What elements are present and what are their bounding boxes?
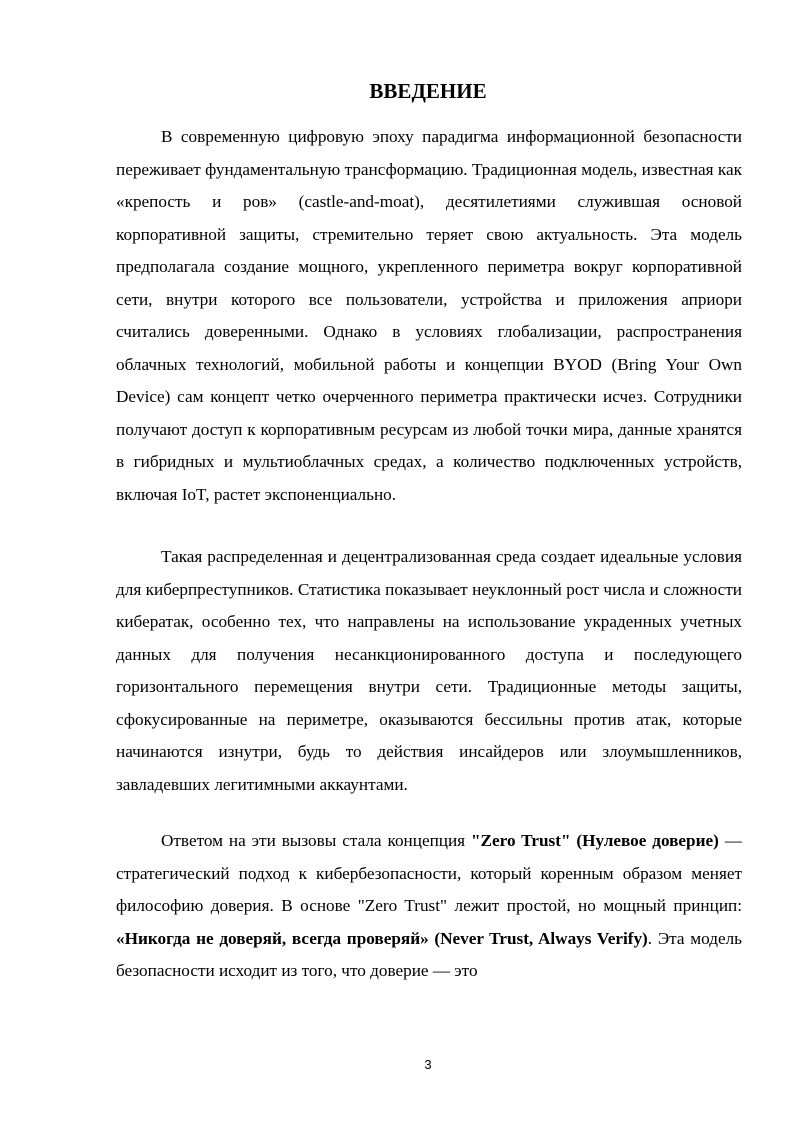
- paragraph-spacer: [116, 801, 742, 825]
- paragraph-3: [116, 825, 742, 988]
- paragraph-1: В современную цифровую эпоху парадигма информационной безопасности переживает фундаментальную трансформацию. Традиционная модель, известная как «крепость и ров» (castle-and-moat), десятилетиями служившая основой корпоративной защиты, стремительно теряет свою актуальность. Эта модель предполагала создание мощного, укрепленного периметра вокруг корпоративной сети, внутри которого все пользователи, устройства и приложения априори считались доверенными. Однако в условиях глобализации, распространения облачных технологий, мобильной работы и концепции BYOD (Bring Your Own Device) сам концепт четко очерченного периметра практически исчез. Сотрудники получают доступ к корпоративным ресурсам из любой точки мира, данные хранятся в гибридных и мультиоблачных средах, а количество подключенных устройств, включая IoT, растет экспоненциально.: [116, 127, 742, 504]
- paragraph-3-text-c: . Эта модель безопасности исходит из того, что доверие — это: [116, 928, 742, 980]
- body-text: [116, 121, 742, 988]
- page-title: ВВЕДЕНИЕ: [369, 79, 487, 103]
- zero-trust-principle: «Никогда не доверяй, всегда проверяй» (Never Trust, Always Verify): [116, 928, 648, 948]
- paragraph-3-text-a: Ответом на эти вызовы стала концепция: [161, 831, 472, 850]
- page-number: 3: [424, 1057, 432, 1072]
- paragraph-3-text-b: — стратегический подход к кибербезопасности, который коренным образом меняет философию доверия. В основе "Zero Trust" лежит простой, но мощный принцип:: [116, 831, 742, 915]
- paragraph-2: Такая распределенная и децентрализованная среда создает идеальные условия для киберпреступников. Статистика показывает неуклонный рост числа и сложности кибератак, особенно тех, что направлены на использование украденных учетных данных для получения несанкционированного доступа и последующего горизонтального перемещения внутри сети. Традиционные методы защиты, сфокусированные на периметре, оказываются бессильны против атак, которые начинаются изнутри, будь то действия инсайдеров или злоумышленников, завладевших легитимными аккаунтами.: [116, 547, 742, 794]
- zero-trust-term: "Zero Trust" (Нулевое доверие): [471, 831, 719, 850]
- paragraph-spacer: [116, 511, 742, 541]
